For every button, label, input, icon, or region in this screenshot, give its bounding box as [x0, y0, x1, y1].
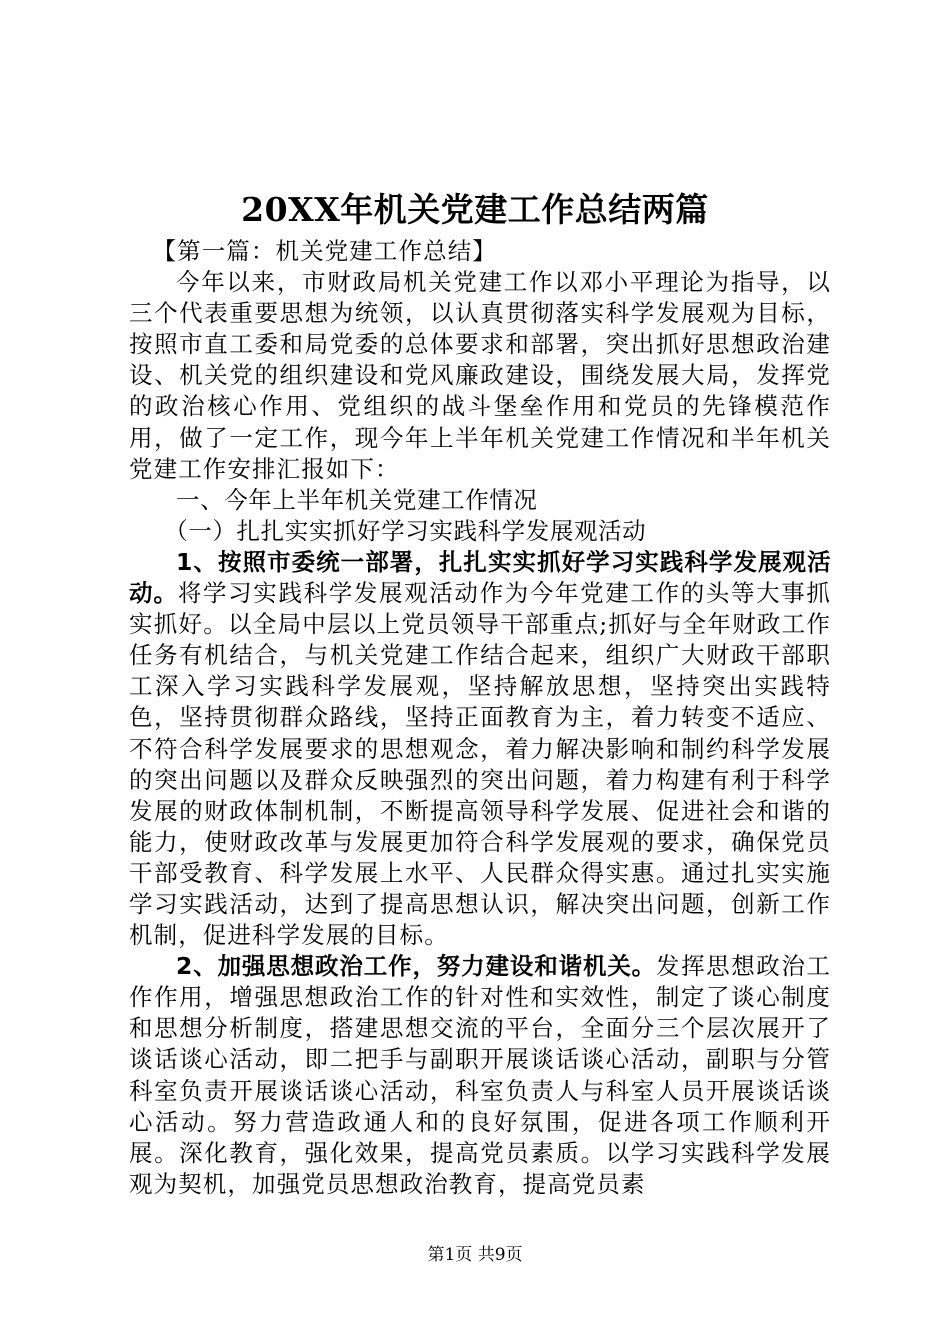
paragraph-1	[129, 547, 831, 951]
paragraph-2-body: 发挥思想政治工作作用，增强思想政治工作的针对性和实效性，制定了谈心制度和思想分析制度，搭建思想交流的平台，全面分三个层次展开了谈话谈心活动，即二把手与副职开展谈话谈心活动，副职与分管科室负责开展谈话谈心活动，科室负责人与科室人员开展谈话谈心活动。努力营造政通人和的良好氛围，促进各项工作顺利开展。深化教育，强化效果，提高党员素质。以学习实践科学发展观为契机，加强党员思想政治教育，提高党员素	[129, 952, 832, 1198]
paragraph-2-lead: 2、加强思想政治工作，努力建设和谐机关。	[176, 952, 657, 981]
paragraph-1-body: 将学习实践科学发展观活动作为今年党建工作的头等大事抓实抓好。以全局中层以上党员领导干部重点;抓好与全年财政工作任务有机结合，与机关党建工作结合起来，组织广大财政干部职工深入学习实践科学发展观，坚持解放思想，坚持突出实践特色，坚持贯彻群众路线，坚持正面教育为主，着力转变不适应、不符合科学发展要求的思想观念，着力解决影响和制约科学发展的突出问题以及群众反映强烈的突出问题，着力构建有利于科学发展的财政体制机制，不断提高领导科学发展、促进社会和谐的能力，使财政改革与发展更加符合科学发展观的要求，确保党员干部受教育、科学发展上水平、人民群众得实惠。通过扎实实施学习实践活动，达到了提高思想认识，解决突出问题，创新工作机制，促进科学发展的目标。	[129, 579, 831, 950]
part-heading: 【第一篇：机关党建工作总结】	[152, 237, 497, 265]
document-body	[129, 236, 831, 1200]
document-title: 20XX年机关党建工作总结两篇	[241, 190, 709, 229]
intro-paragraph: 今年以来，市财政局机关党建工作以邓小平理论为指导，以三个代表重要思想为统领，以认真贯彻落实科学发展观为目标，按照市直工委和局党委的总体要求和部署，突出抓好思想政治建设、机关党的组织建设和党风廉政建设，围绕发展大局，发挥党的政治核心作用、党组织的战斗堡垒作用和党员的先锋模范作用，做了一定工作，现今年上半年机关党建工作情况和半年机关党建工作安排汇报如下：	[129, 268, 831, 483]
paragraph-1-lead: 1、按照市委统一部署，扎扎实实抓好学习实践科学发展观活动。	[129, 547, 831, 608]
section-heading: 一、今年上半年机关党建工作情况	[176, 485, 538, 514]
subsection-heading: （一）扎扎实实抓好学习实践科学发展观活动	[164, 516, 647, 545]
paragraph-2	[129, 951, 831, 1200]
page-footer: 第1页 共9页	[427, 1245, 523, 1265]
